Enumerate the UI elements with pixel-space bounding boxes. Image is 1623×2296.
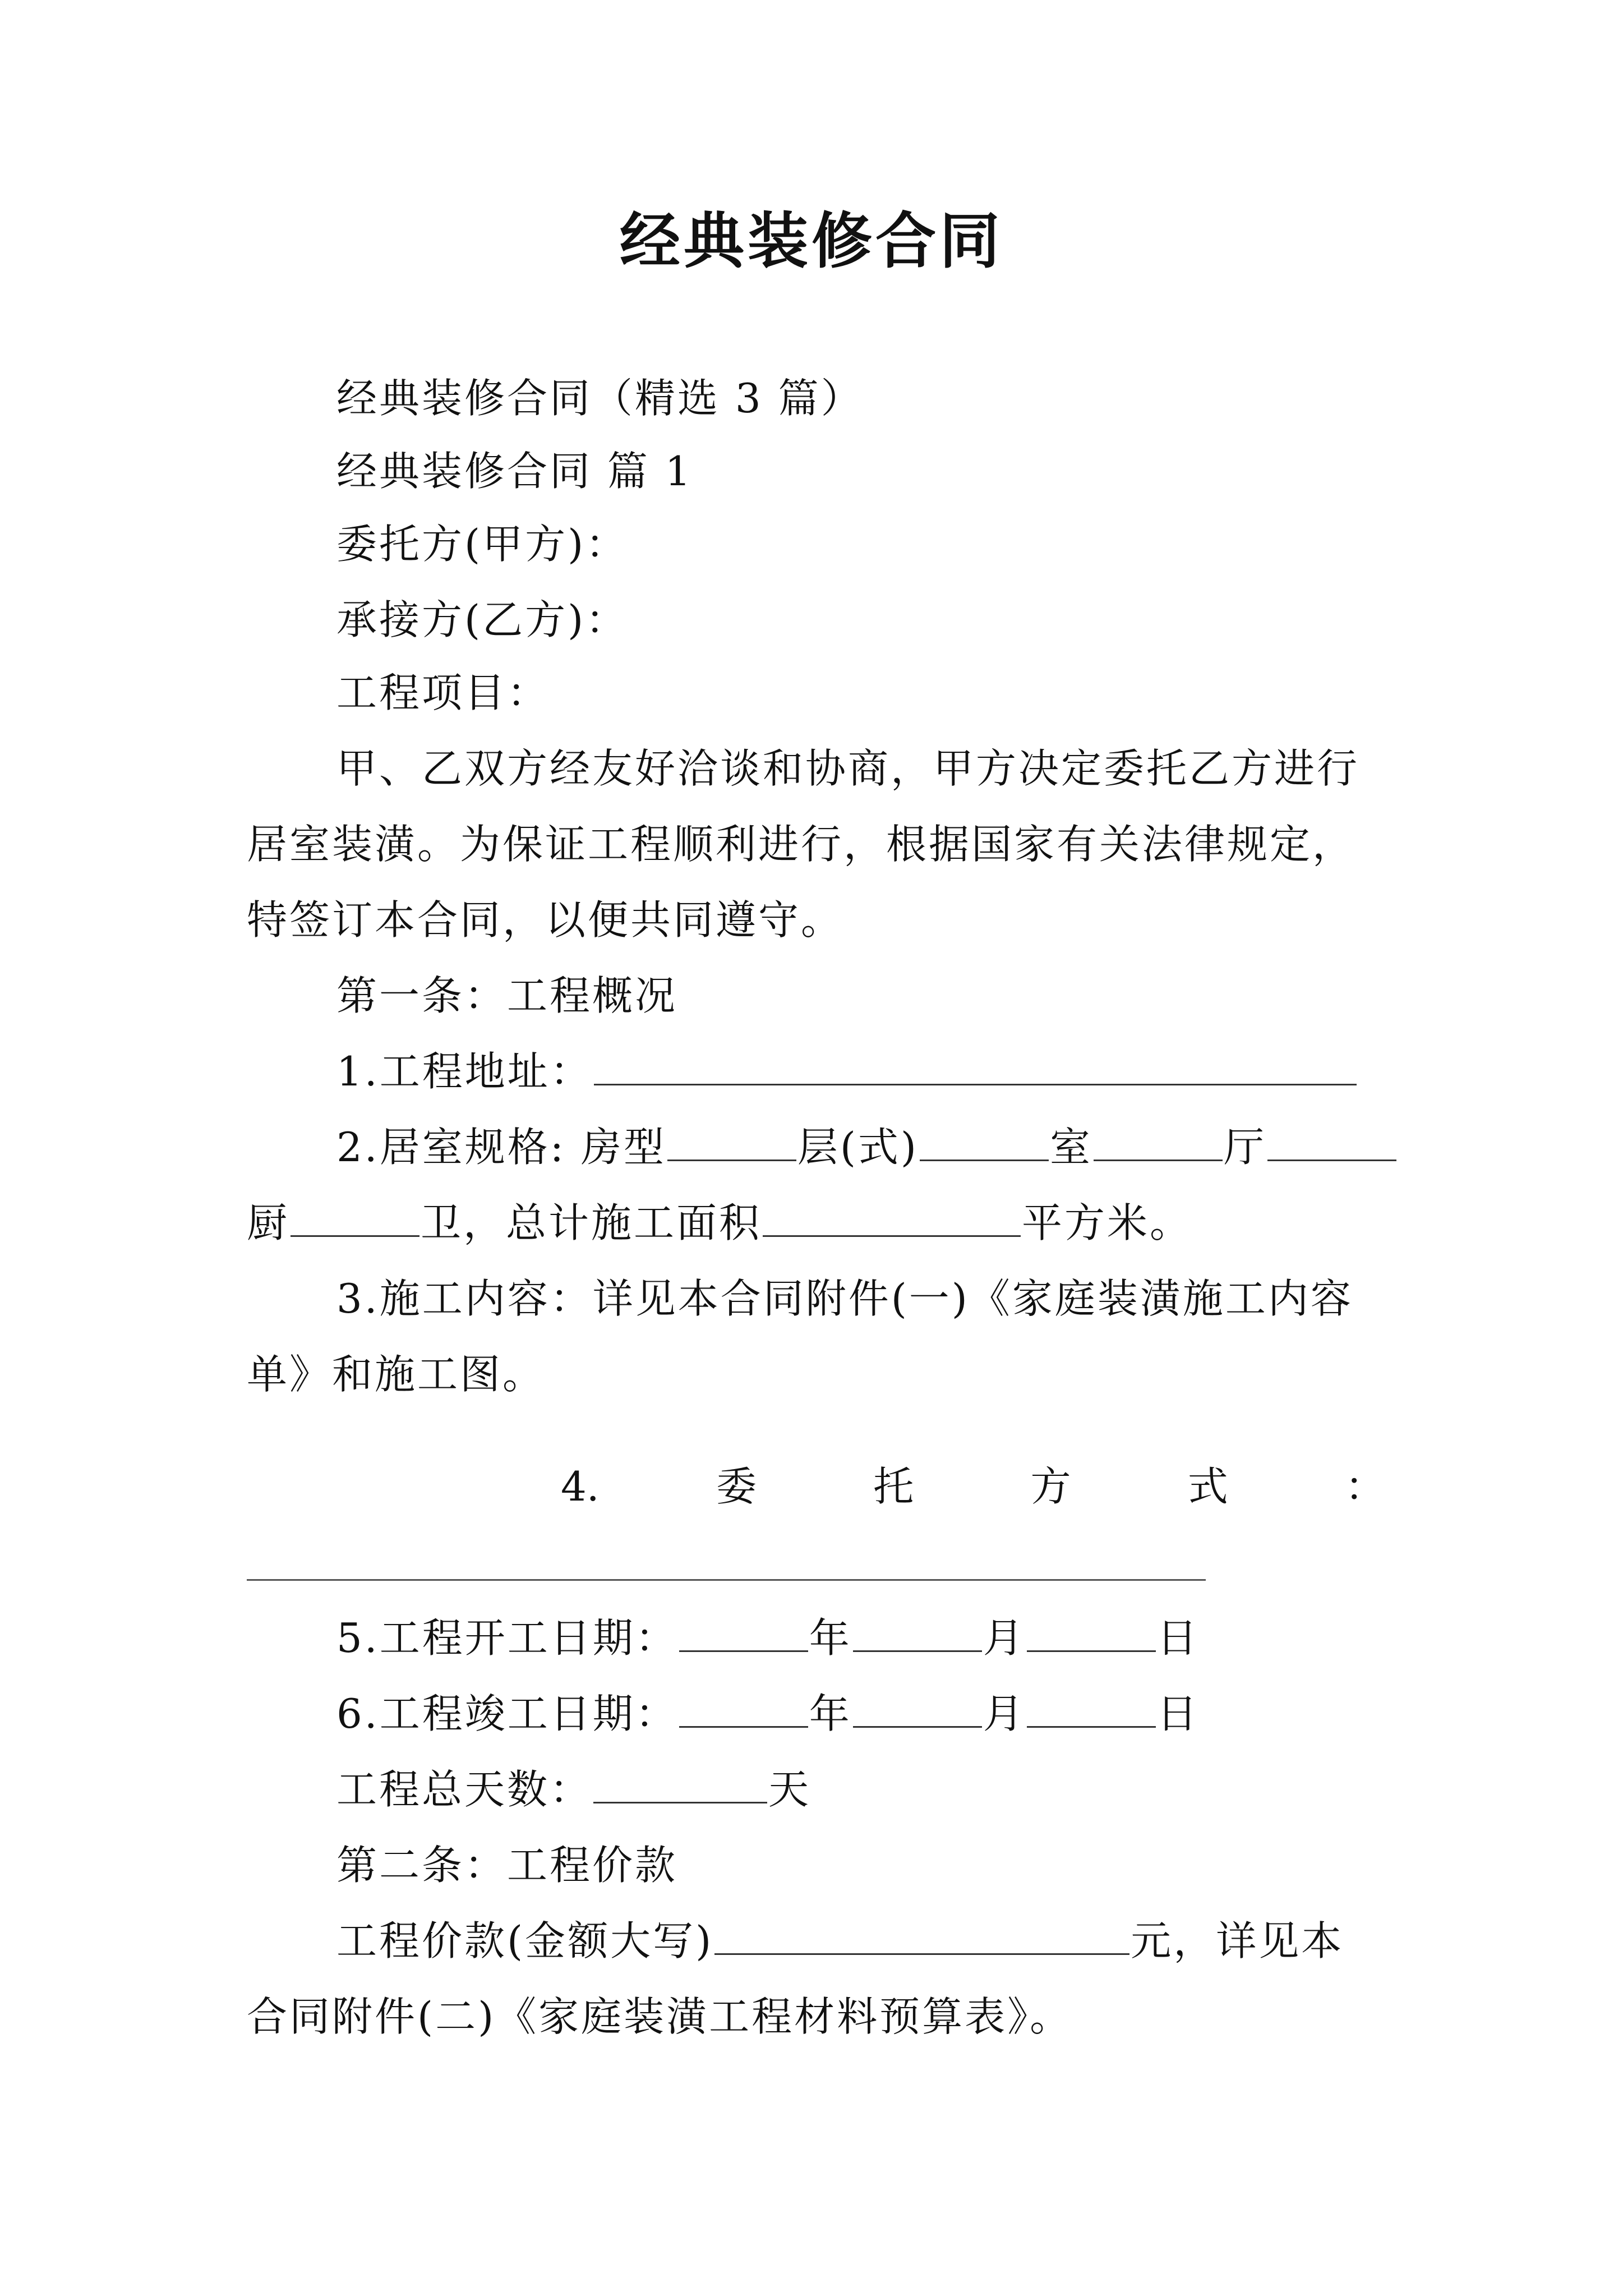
price-line-1 [247,1913,1385,1969]
floor-type-blank [667,1120,796,1161]
spec-line-1 [247,1119,1385,1175]
total-days-line [247,1761,1385,1818]
document-title: 经典装修合同 [619,206,1003,277]
start-month-blank [853,1611,982,1652]
spec-room: 室 [1050,1124,1093,1171]
method-blank [247,1579,1206,1581]
intro-line-2: 居室装潢。为保证工程顺利进行，根据国家有关法律规定， [247,821,1355,868]
total-days-label: 工程总天数： [336,1766,593,1813]
start-month-label: 月 [983,1614,1026,1662]
kitchen-count-blank [1267,1120,1396,1161]
subtitle: 经典装修合同（精选 3 篇） [336,375,864,422]
party-b-line: 承接方(乙方)： [336,596,629,643]
method-char-1: 4. [561,1463,600,1510]
method-char-4: 方 [1030,1463,1071,1510]
start-date-label: 5.工程开工日期： [336,1614,678,1662]
intro-line-1: 甲、乙双方经友好洽谈和协商，甲方决定委托乙方进行 [336,745,1360,792]
days-unit: 天 [768,1766,811,1813]
party-a-line: 委托方(甲方)： [336,521,629,568]
spec-bath: 卫，总计施工面积 [421,1199,762,1246]
total-days-blank [593,1763,767,1803]
start-year-label: 年 [809,1614,852,1662]
article2-heading: 第二条：工程价款 [336,1842,678,1889]
end-day-blank [1027,1687,1156,1728]
end-month-label: 月 [983,1690,1026,1737]
start-day-blank [1027,1611,1156,1652]
method-char-6: ： [1344,1463,1385,1510]
price-line-2: 合同附件(二)《家庭装潢工程材料预算表》。 [247,1993,1073,2040]
price-unit: 元，详见本 [1131,1917,1344,1964]
start-date-line [247,1610,1385,1666]
end-year-blank [679,1687,808,1728]
area-blank [763,1196,1021,1237]
method-char-5: 式 [1187,1463,1228,1510]
start-day-label: 日 [1156,1614,1200,1662]
method-char-2: 委 [716,1463,757,1510]
spec-floor: 层(式) [797,1124,919,1171]
spec-kitchen: 厨 [247,1199,290,1246]
spec-line-2 [247,1195,1385,1251]
end-month-blank [853,1687,982,1728]
end-date-label: 6.工程竣工日期： [336,1690,678,1737]
hall-count-blank [1094,1120,1223,1161]
spec-hall: 厅 [1224,1124,1267,1171]
bath-count-blank [291,1196,419,1237]
address-label: 1.工程地址： [336,1048,593,1095]
start-year-blank [679,1611,808,1652]
price-blank [714,1914,1129,1955]
price-label: 工程价款(金额大写) [336,1917,714,1964]
section-heading: 经典装修合同 篇 1 [336,448,693,495]
content-line-1: 3.施工内容：详见本合同附件(一)《家庭装潢施工内容 [336,1275,1353,1322]
spec-area-unit: 平方米。 [1022,1199,1193,1246]
address-blank [594,1045,1357,1085]
end-year-label: 年 [809,1690,852,1737]
project-item-line: 工程项目： [336,669,550,716]
article1-heading: 第一条：工程概况 [336,972,678,1019]
content-line-2: 单》和施工图。 [247,1351,546,1398]
method-char-3: 托 [873,1463,914,1510]
address-line [247,1043,1385,1099]
spec-label: 2.居室规格: 房型 [336,1124,666,1171]
intro-line-3: 特签订本合同，以便共同遵守。 [247,896,844,944]
room-count-blank [920,1120,1049,1161]
end-date-line [247,1686,1385,1742]
method-line [247,1458,1385,1515]
end-day-label: 日 [1156,1690,1200,1737]
